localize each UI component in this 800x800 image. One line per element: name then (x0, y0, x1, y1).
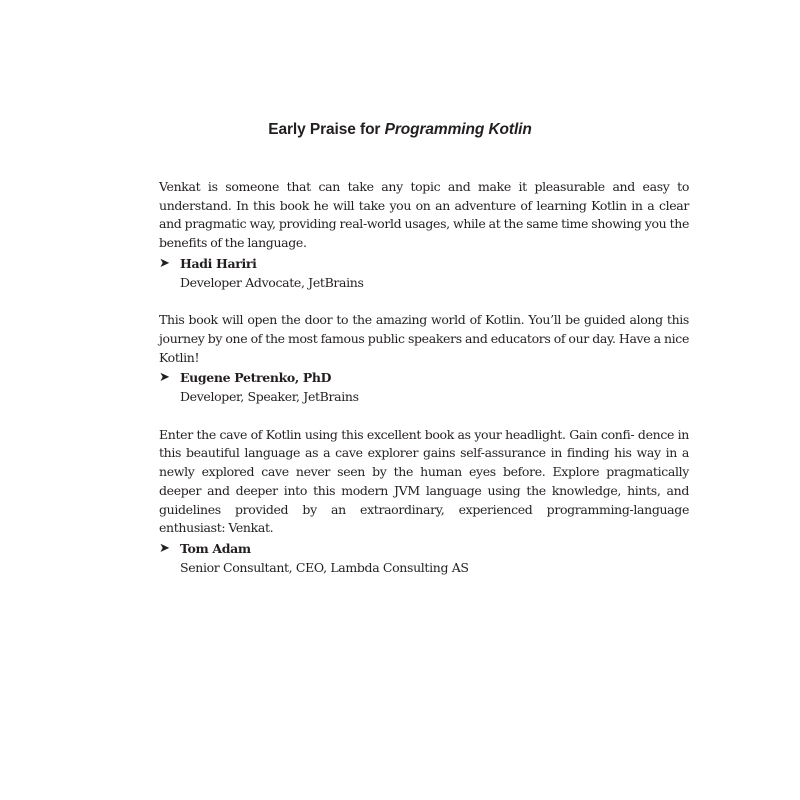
title-book-name: Programming Kotlin (384, 121, 532, 138)
quote-line: This book will open the door to the amazing world of Kotlin. You’ll be guided along (159, 312, 663, 328)
quote-line: Enter the cave of Kotlin using this excellent book as your headlight. Gain confi- (159, 426, 635, 442)
title-prefix: Early Praise for (268, 121, 385, 138)
praise-author-role: Senior Consultant, CEO, Lambda Consulting AS (180, 559, 469, 575)
praise-quote (159, 426, 689, 538)
quote-line: Have a nice Kotlin! (159, 330, 689, 365)
quote-line: this journey by one of the most famous public speakers and educators of our day. (159, 312, 689, 346)
praise-author-name: Tom Adam (180, 540, 251, 556)
quote-line: finding his way in a newly explored cave never seen by the human eyes before. (159, 445, 689, 480)
quote-line: clear and pragmatic way, providing real-world usages, while at the same time (159, 197, 690, 232)
praise-attribution (159, 255, 689, 292)
arrow-bullet-icon: ➤ (159, 540, 170, 556)
praise-attribution (159, 540, 689, 577)
praise-attribution (159, 369, 689, 406)
page-title (0, 121, 800, 139)
quote-line: Venkat is someone that can take any topic and make it pleasurable and easy to (159, 179, 689, 194)
quote-line: understand. In this book he will take you on an adventure of learning Kotlin in a (159, 197, 655, 213)
quote-line: dence in this beautiful language as a cave explorer gains self-assurance in (159, 426, 689, 461)
quote-line: Explore pragmatically deeper and deeper into this modern JVM language using (159, 464, 689, 498)
praise-list (159, 178, 689, 596)
praise-item (159, 311, 689, 407)
praise-author-role: Developer, Speaker, JetBrains (180, 389, 359, 405)
praise-quote (159, 178, 689, 253)
praise-author-name: Eugene Petrenko, PhD (180, 370, 332, 386)
praise-quote (159, 311, 689, 367)
praise-item (159, 178, 689, 292)
arrow-bullet-icon: ➤ (159, 255, 170, 271)
praise-item (159, 426, 689, 578)
arrow-bullet-icon: ➤ (159, 370, 170, 386)
quote-line: the knowledge, hints, and guidelines provided by an extraordinary, experienced (159, 482, 690, 517)
quote-line: showing you the benefits of the language. (159, 216, 690, 251)
praise-author-name: Hadi Hariri (180, 255, 257, 271)
praise-author-role: Developer Advocate, JetBrains (180, 274, 364, 290)
quote-line: programming-language enthusiast: Venkat. (159, 501, 689, 536)
